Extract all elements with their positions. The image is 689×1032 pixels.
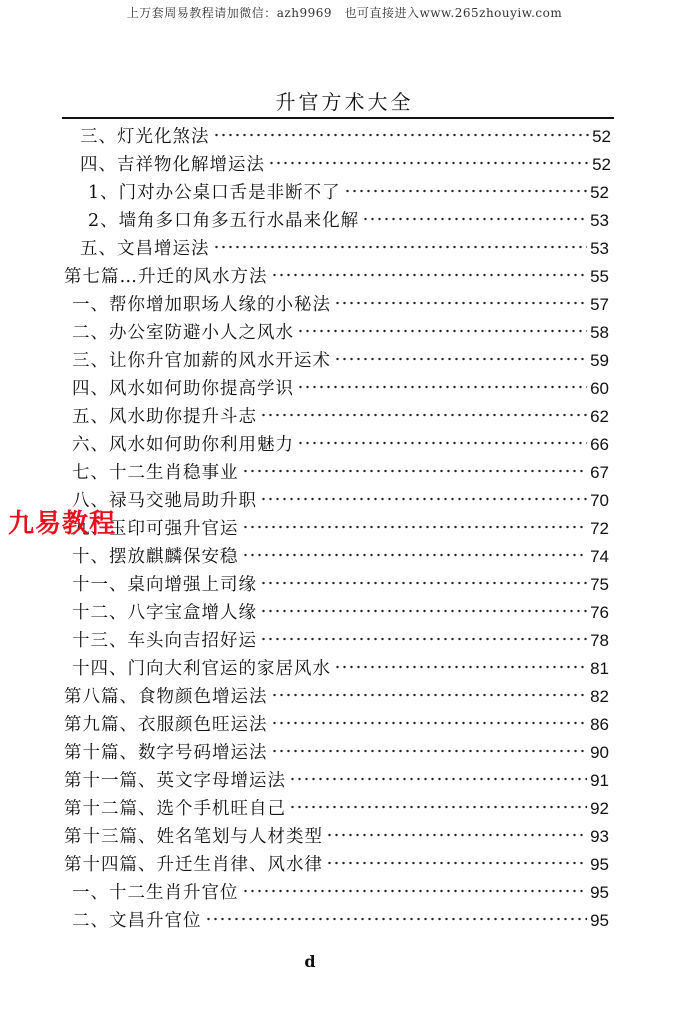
toc-entry-page: 78 xyxy=(590,631,609,650)
toc-entry xyxy=(64,796,609,822)
toc-leader-dots xyxy=(213,131,590,139)
toc-entry-page: 60 xyxy=(590,379,609,398)
toc-entry-title: 五、风水助你提升斗志 xyxy=(72,407,257,427)
toc-entry-page: 90 xyxy=(590,743,609,762)
toc-entry xyxy=(80,152,611,178)
toc-entry xyxy=(64,740,609,766)
toc-entry xyxy=(72,292,609,318)
toc-entry-page: 52 xyxy=(592,127,611,146)
toc-leader-dots xyxy=(260,579,587,587)
toc-entry-page: 74 xyxy=(590,547,609,566)
toc-leader-dots xyxy=(289,775,587,783)
watermark-logo: 九易教程 xyxy=(8,509,117,539)
toc-leader-dots xyxy=(271,719,588,727)
toc-entry xyxy=(72,628,609,654)
toc-leader-dots xyxy=(297,439,587,447)
toc-entry xyxy=(72,572,609,598)
toc-entry-title: 二、文昌升官位 xyxy=(72,911,202,931)
toc-entry-title: 第九篇、衣服颜色旺运法 xyxy=(64,715,268,735)
toc-entry-page: 52 xyxy=(590,183,609,202)
toc-entry-page: 95 xyxy=(590,911,609,930)
toc-leader-dots xyxy=(242,467,588,475)
toc-entry xyxy=(88,208,609,234)
running-head: 升官方术大全 xyxy=(275,90,414,114)
toc-entry xyxy=(72,488,609,514)
toc-entry-title: 第十二篇、选个手机旺自己 xyxy=(64,799,286,819)
toc-entry-page: 82 xyxy=(590,687,609,706)
toc-entry xyxy=(80,124,611,150)
toc-entry-page: 70 xyxy=(590,491,609,510)
toc-entry xyxy=(64,712,609,738)
toc-entry xyxy=(72,880,609,906)
header-rule xyxy=(62,117,614,119)
toc-leader-dots xyxy=(260,607,587,615)
toc-entry-page: 72 xyxy=(590,519,609,538)
toc-entry-title: 五、文昌增运法 xyxy=(80,239,210,259)
toc-entry xyxy=(72,600,609,626)
toc-entry-title: 四、风水如何助你提高学识 xyxy=(72,379,294,399)
toc-entry-page: 53 xyxy=(590,239,609,258)
toc-entry xyxy=(72,656,609,682)
toc-leader-dots xyxy=(213,243,588,251)
toc-leader-dots xyxy=(268,159,589,167)
toc-leader-dots xyxy=(260,635,587,643)
toc-entry-page: 86 xyxy=(590,715,609,734)
promo-banner: 上万套周易教程请加微信：azh9969 也可直接进入www.265zhouyiw.com xyxy=(126,6,563,20)
toc-entry xyxy=(64,852,609,878)
toc-entry xyxy=(72,432,609,458)
toc-entry-title: 2、墙角多口角多五行水晶来化解 xyxy=(88,211,360,231)
toc-entry-title: 第十篇、数字号码增运法 xyxy=(64,743,268,763)
toc-entry-title: 三、灯光化煞法 xyxy=(80,127,210,147)
toc-entry-title: 九、玉印可强升官运 xyxy=(72,519,239,539)
toc-entry xyxy=(72,404,609,430)
toc-leader-dots xyxy=(271,271,588,279)
toc-entry-page: 91 xyxy=(590,771,609,790)
toc-leader-dots xyxy=(344,187,587,195)
toc-leader-dots xyxy=(271,691,588,699)
toc-leader-dots xyxy=(326,831,587,839)
toc-leader-dots xyxy=(334,355,587,363)
toc-entry-title: 十四、门向大利官运的家居风水 xyxy=(72,659,331,679)
toc-leader-dots xyxy=(242,887,588,895)
toc-entry xyxy=(72,320,609,346)
toc-entry-page: 67 xyxy=(590,463,609,482)
toc-entry xyxy=(72,908,609,934)
toc-entry xyxy=(64,768,609,794)
toc-entry-page: 55 xyxy=(590,267,609,286)
toc-entry-page: 95 xyxy=(590,855,609,874)
toc-leader-dots xyxy=(297,327,587,335)
toc-entry-title: 十三、车头向吉招好运 xyxy=(72,631,257,651)
toc-entry xyxy=(72,376,609,402)
toc-entry-page: 95 xyxy=(590,883,609,902)
toc-entry-page: 76 xyxy=(590,603,609,622)
toc-leader-dots xyxy=(260,411,587,419)
toc-leader-dots xyxy=(326,859,587,867)
toc-entry-title: 六、风水如何助你利用魅力 xyxy=(72,435,294,455)
toc-entry-page: 53 xyxy=(590,211,609,230)
toc-entry xyxy=(88,180,609,206)
toc-leader-dots xyxy=(362,215,587,223)
toc-entry-page: 59 xyxy=(590,351,609,370)
toc-entry xyxy=(72,516,609,542)
toc-leader-dots xyxy=(242,523,588,531)
toc-entry-page: 57 xyxy=(590,295,609,314)
toc-entry-page: 92 xyxy=(590,799,609,818)
toc-leader-dots xyxy=(205,915,588,923)
toc-entry-title: 1、门对办公桌口舌是非断不了 xyxy=(88,183,341,203)
toc-entry xyxy=(72,460,609,486)
toc-entry-page: 58 xyxy=(590,323,609,342)
toc-leader-dots xyxy=(242,551,588,559)
toc-entry-title: 四、吉祥物化解增运法 xyxy=(80,155,265,175)
toc-entry-title: 一、帮你增加职场人缘的小秘法 xyxy=(72,295,331,315)
toc-entry xyxy=(64,264,609,290)
toc-entry xyxy=(80,236,609,262)
toc-leader-dots xyxy=(271,747,588,755)
toc-entry-page: 62 xyxy=(590,407,609,426)
toc-leader-dots xyxy=(297,383,587,391)
toc-entry-title: 三、让你升官加薪的风水开运术 xyxy=(72,351,331,371)
toc-entry-page: 52 xyxy=(592,155,611,174)
toc-entry-page: 75 xyxy=(590,575,609,594)
toc-leader-dots xyxy=(334,663,587,671)
toc-leader-dots xyxy=(260,495,587,503)
toc-entry-title: 二、办公室防避小人之风水 xyxy=(72,323,294,343)
toc-entry-title: 八、禄马交驰局助升职 xyxy=(72,491,257,511)
toc-entry-title: 第八篇、食物颜色增运法 xyxy=(64,687,268,707)
toc-entry-title: 七、十二生肖稳事业 xyxy=(72,463,239,483)
toc-leader-dots xyxy=(289,803,587,811)
toc-entry-title: 十一、桌向增强上司缘 xyxy=(72,575,257,595)
toc-entry-title: 第七篇…升迁的风水方法 xyxy=(64,267,268,287)
toc-entry-title: 十二、八字宝盒增人缘 xyxy=(72,603,257,623)
toc-entry-page: 93 xyxy=(590,827,609,846)
toc-entry xyxy=(72,544,609,570)
toc-entry-page: 81 xyxy=(590,659,609,678)
toc-leader-dots xyxy=(334,299,587,307)
page-number: d xyxy=(304,952,316,971)
toc-entry-title: 一、十二生肖升官位 xyxy=(72,883,239,903)
toc-entry-title: 第十一篇、英文字母增运法 xyxy=(64,771,286,791)
toc-entry-page: 66 xyxy=(590,435,609,454)
toc-entry-title: 十、摆放麒麟保安稳 xyxy=(72,547,239,567)
toc-entry xyxy=(64,824,609,850)
toc-entry xyxy=(64,684,609,710)
toc-entry-title: 第十四篇、升迁生肖律、风水律 xyxy=(64,855,323,875)
toc-entry xyxy=(72,348,609,374)
toc-entry-title: 第十三篇、姓名笔划与人材类型 xyxy=(64,827,323,847)
